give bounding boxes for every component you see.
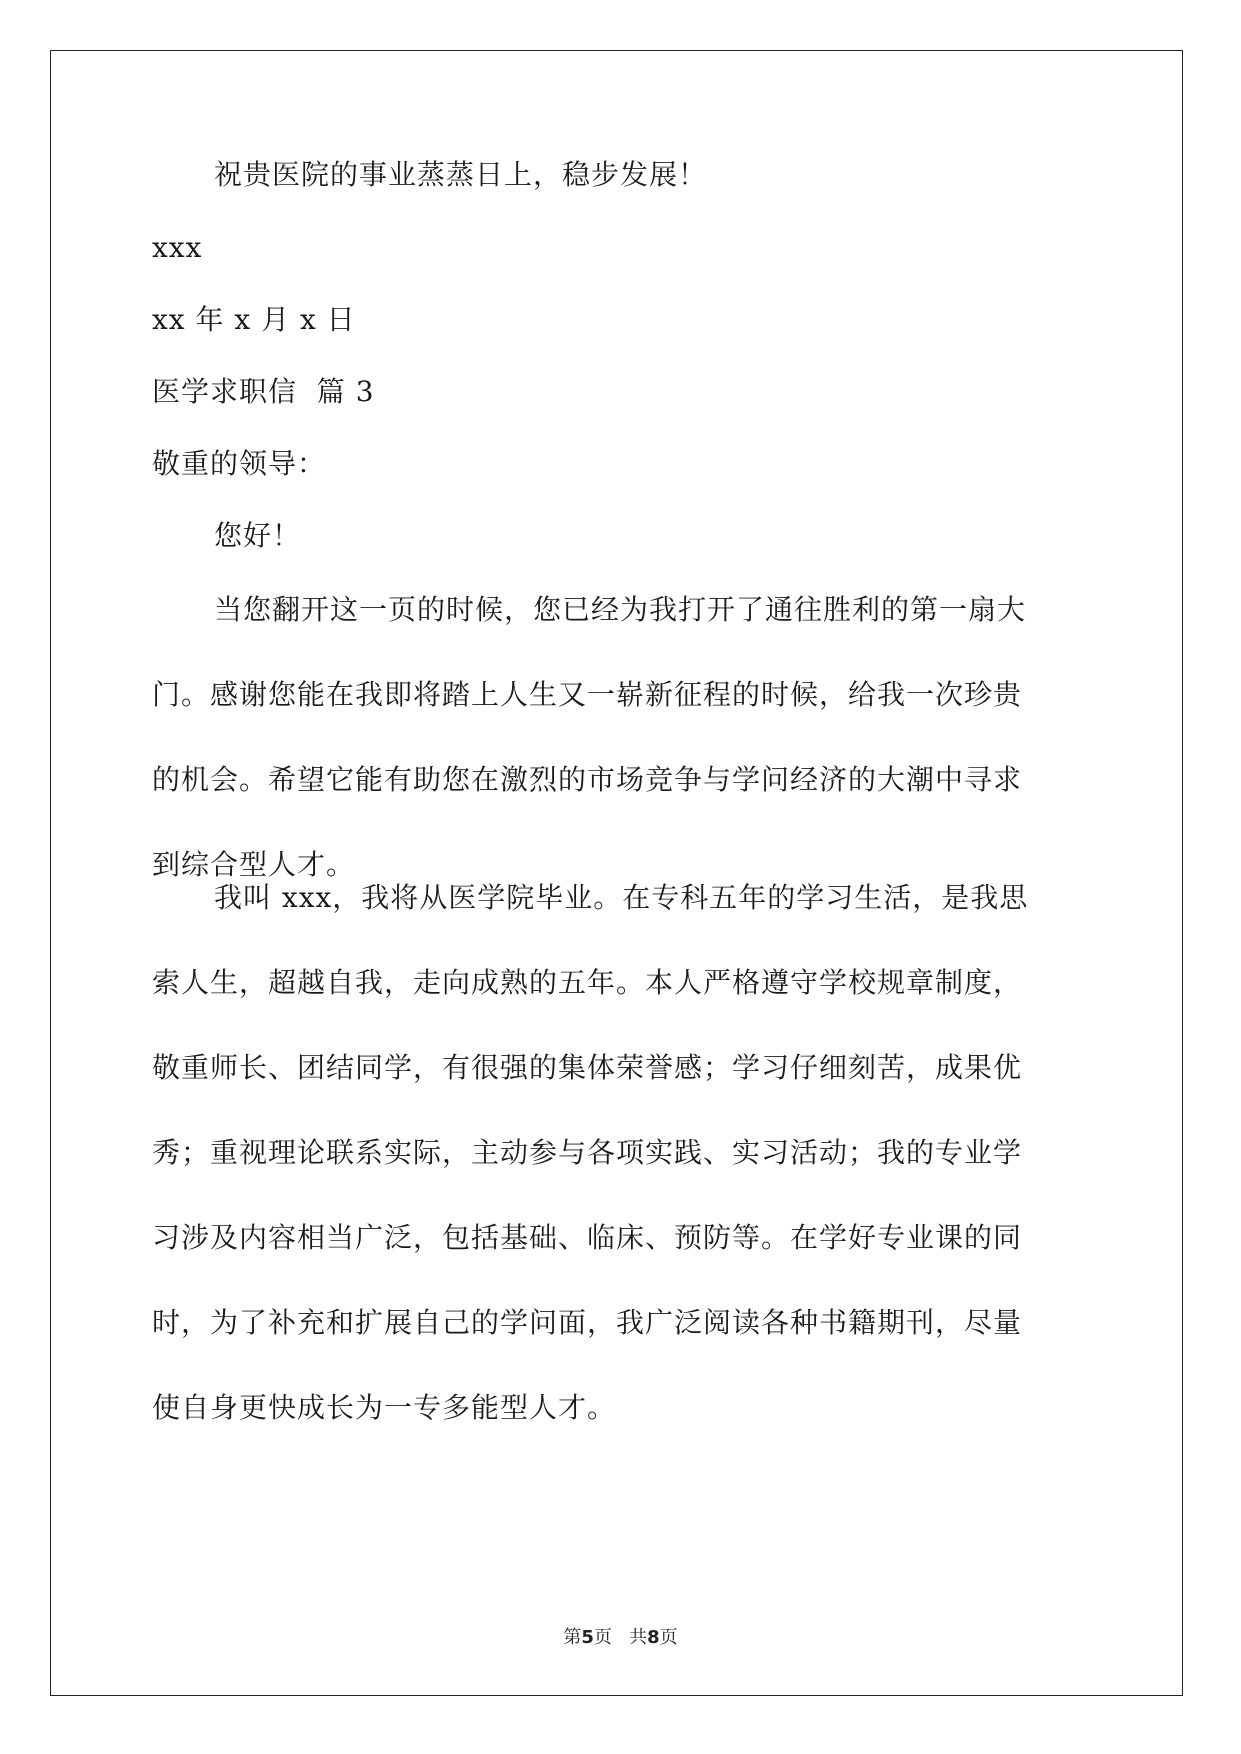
salutation: 敬重的领导： bbox=[152, 447, 327, 480]
page-mid: 页 共 bbox=[593, 1627, 648, 1648]
paragraph-1-line: 当您翻开这一页的时候，您已经为我打开了通往胜利的第一扇大 bbox=[214, 593, 1027, 626]
paragraph-2-line: 敬重师长、团结同学，有很强的集体荣誉感；学习仔细刻苦，成果优 bbox=[152, 1051, 1023, 1084]
paragraph-2 bbox=[152, 855, 1092, 1450]
paragraph-2-line: 时，为了补充和扩展自己的学问面，我广泛阅读各种书籍期刊，尽量 bbox=[152, 1306, 1023, 1339]
closing-wish: 祝贵医院的事业蒸蒸日上，稳步发展！ bbox=[214, 158, 708, 191]
page-total: 8 bbox=[647, 1627, 660, 1648]
paragraph-1-line: 到综合型人才。 bbox=[152, 848, 356, 881]
page-number-footer bbox=[0, 1626, 1241, 1650]
paragraph-2-line: 习涉及内容相当广泛，包括基础、临床、预防等。在学好专业课的同 bbox=[152, 1221, 1023, 1254]
paragraph-2-line: 使自身更快成长为一专多能型人才。 bbox=[152, 1391, 617, 1424]
paragraph-2-line: 我叫 xxx，我将从医学院毕业。在专科五年的学习生活，是我思 bbox=[214, 881, 1029, 914]
signature: xxx bbox=[152, 231, 203, 264]
greeting: 您好！ bbox=[214, 519, 302, 552]
paragraph-2-line: 秀；重视理论联系实际，主动参与各项实践、实习活动；我的专业学 bbox=[152, 1136, 1023, 1169]
paragraph-2-line: 索人生，超越自我，走向成熟的五年。本人严格遵守学校规章制度， bbox=[152, 966, 1023, 999]
paragraph-1-line: 的机会。希望它能有助您在激烈的市场竞争与学问经济的大潮中寻求 bbox=[152, 763, 1023, 796]
date: xx 年 x 月 x 日 bbox=[152, 303, 356, 336]
section-heading: 医学求职信 篇 3 bbox=[152, 375, 375, 408]
page-current: 5 bbox=[581, 1627, 594, 1648]
page-suffix: 页 bbox=[659, 1627, 678, 1648]
page-prefix: 第 bbox=[563, 1627, 582, 1648]
paragraph-1-line: 门。感谢您能在我即将踏上人生又一崭新征程的时候，给我一次珍贵 bbox=[152, 678, 1023, 711]
